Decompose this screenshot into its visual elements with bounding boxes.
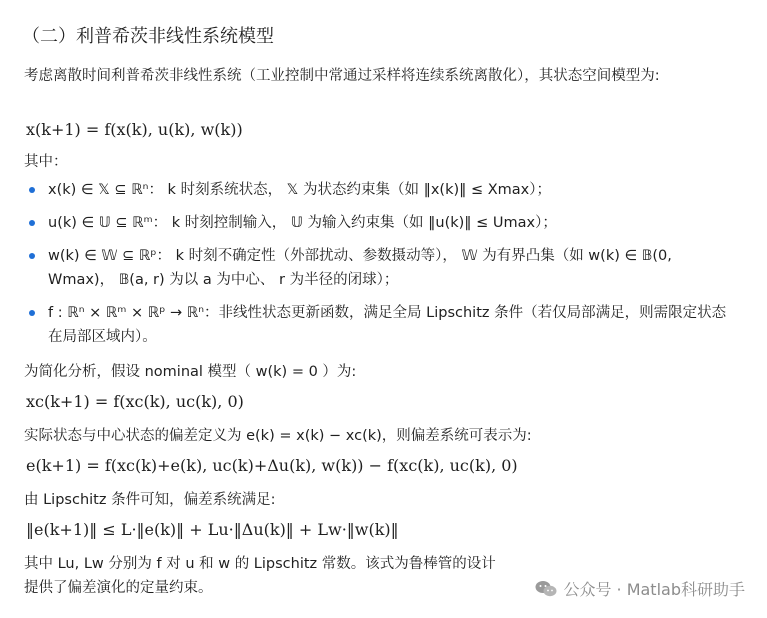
- section-heading: （二）利普希茨非线性系统模型: [22, 26, 274, 47]
- bound-inequality: ‖e(k+1)‖ ≤ L·‖e(k)‖ + Lu·‖Δu(k)‖ + Lw·‖w(k)‖: [26, 520, 399, 539]
- list-item: [26, 178, 737, 202]
- nominal-equation: xc(k+1) = f(xc(k), uc(k), 0): [26, 392, 244, 411]
- bullet-text: f : ℝⁿ × ℝᵐ × ℝᵖ → ℝⁿ：非线性状态更新函数，满足全局 Lipschitz 条件（若仅局部满足，则需限定状态在局部区域内）。: [48, 305, 727, 345]
- bullet-dot-icon: [29, 253, 35, 259]
- intro-paragraph: 考虑离散时间利普希茨非线性系统（工业控制中常通过采样将连续系统离散化），其状态空间模型为:: [24, 68, 660, 84]
- wechat-icon: [535, 580, 557, 598]
- lipschitz-paragraph: 由 Lipschitz 条件可知，偏差系统满足:: [24, 492, 276, 508]
- bullet-text: x(k) ∈ 𝕏 ⊆ ℝⁿ： k 时刻系统状态， 𝕏 为状态约束集（如 ‖x(k)‖ ≤ Xmax）；: [48, 182, 552, 198]
- watermark: [535, 577, 745, 600]
- list-item: [26, 301, 737, 349]
- bullet-dot-icon: [29, 310, 35, 316]
- watermark-text: 公众号 · Matlab科研助手: [563, 580, 745, 599]
- bullet-dot-icon: [29, 220, 35, 226]
- bullet-text: w(k) ∈ 𝕎 ⊆ ℝᵖ： k 时刻不确定性（外部扰动、参数摄动等）， 𝕎 为有界凸集（如 w(k) ∈ 𝔹(0, Wmax)， 𝔹(a, r) 为以 a 为中心、 r 为半径的闭球）；: [48, 248, 672, 288]
- deviation-paragraph: 实际状态与中心状态的偏差定义为 e(k) = x(k) − xc(k)，则偏差系统可表示为:: [24, 428, 532, 444]
- bullet-text: u(k) ∈ 𝕌 ⊆ ℝᵐ： k 时刻控制输入， 𝕌 为输入约束集（如 ‖u(k)‖ ≤ Umax）；: [48, 215, 557, 231]
- list-item: [26, 244, 737, 292]
- list-item: [26, 211, 737, 235]
- deviation-equation: e(k+1) = f(xc(k)+e(k), uc(k)+Δu(k), w(k)) − f(xc(k), uc(k), 0): [26, 456, 518, 475]
- bullet-dot-icon: [29, 187, 35, 193]
- final-paragraph: 其中 Lu, Lw 分别为 f 对 u 和 w 的 Lipschitz 常数。该式为鲁棒管的设计提供了偏差演化的定量约束。: [24, 556, 496, 596]
- definition-list: [26, 178, 737, 358]
- nominal-paragraph: 为简化分析，假设 nominal 模型（ w(k) = 0 ）为:: [24, 364, 357, 380]
- where-label: 其中：: [24, 154, 68, 170]
- main-equation: x(k+1) = f(x(k), u(k), w(k)): [26, 120, 243, 139]
